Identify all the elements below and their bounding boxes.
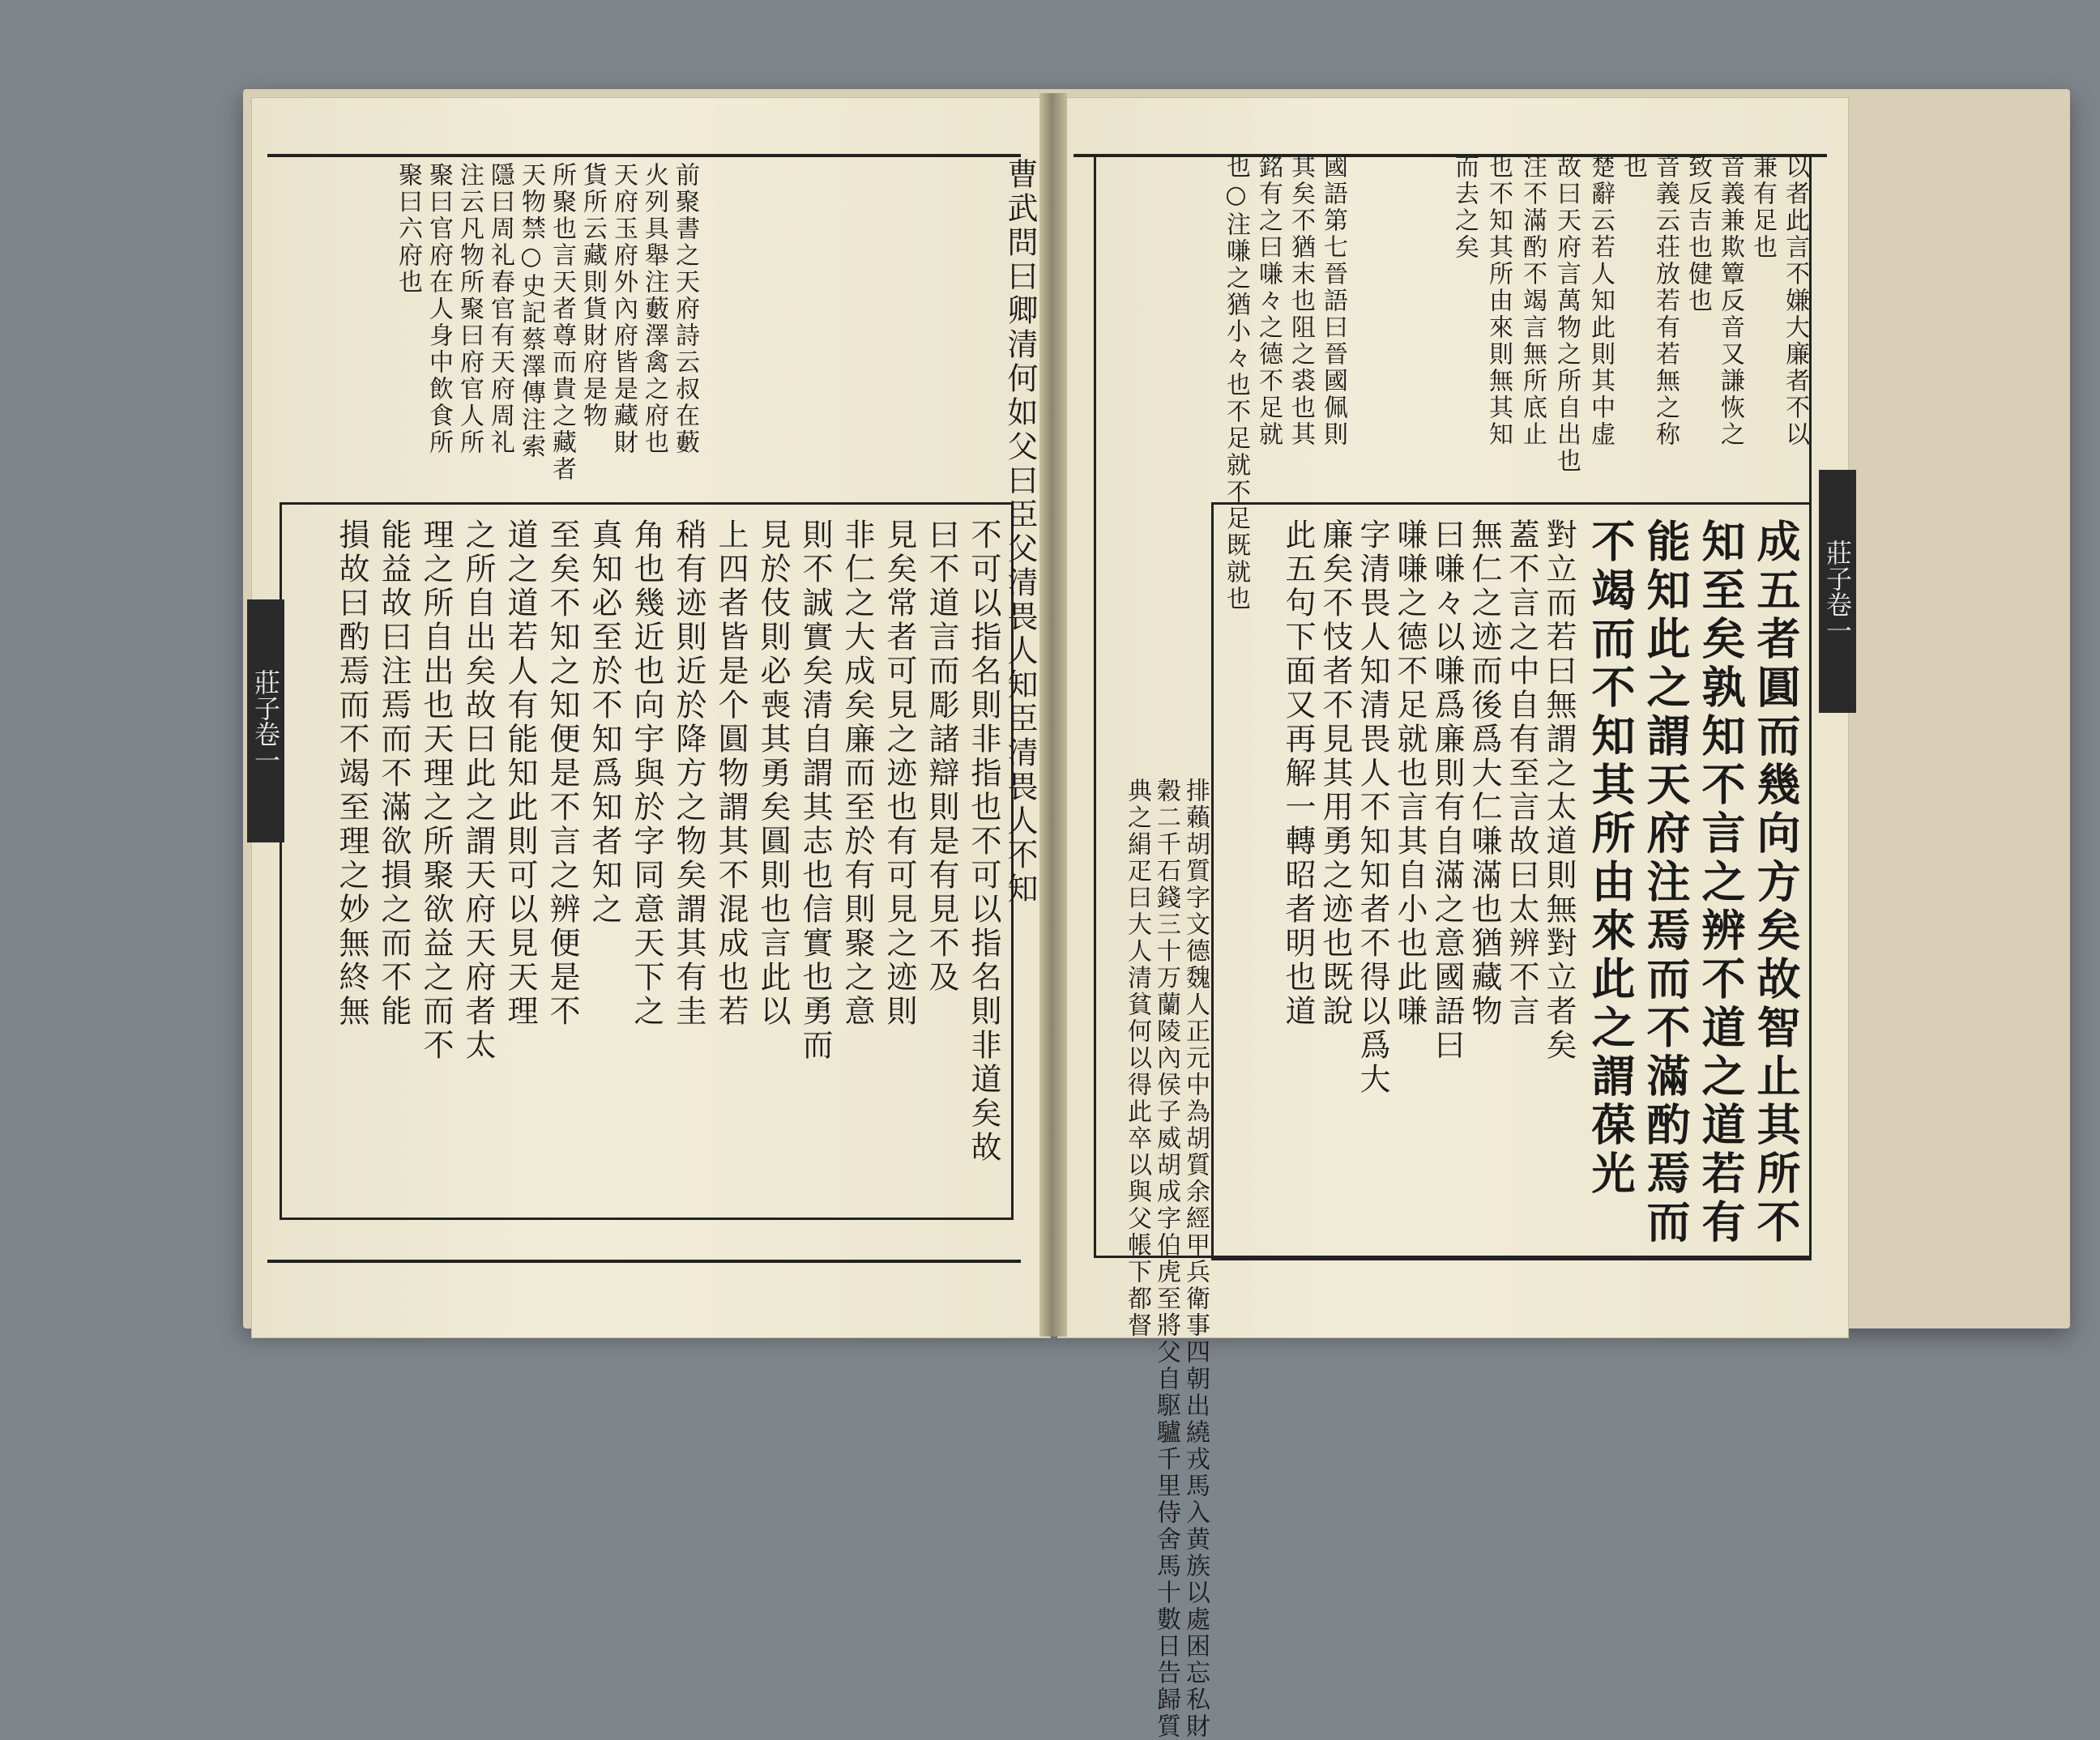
main-text-column: 知至矣孰知不言之辨不道之道若有 [1695,518,1747,1247]
note-column: 也不知其所由來則無其知 [1484,154,1513,448]
note-column: 也○注嗛之猶小々也不足就不足既就也 [1222,154,1250,612]
commentary-column: 蓋不言之中自有至言故曰太辨不言 [1504,518,1539,1029]
note-column: 聚曰官府在人身中飲食所 [425,162,453,456]
book-gutter [1039,93,1067,1337]
main-text-column: 非仁之大成矣廉而至於有則聚之意 [839,518,875,1029]
main-text-column: 則不誠實矣清自謂其志也信實也勇而 [797,518,833,1063]
commentary-column: 嗛嗛之德不足就也言其自小也此嗛 [1392,518,1428,1029]
main-text-column: 上四者皆是个圓物謂其不混成也若 [713,518,749,1029]
main-text-column: 至矣不知之知便是不言之辨便是不 [544,518,580,1029]
note-column: 隱曰周礼春官有天府周礼 [486,162,514,456]
note-column: 而去之矣 [1450,154,1479,261]
main-text-column: 真知必至於不知爲知者知之 [587,518,622,927]
main-text-column: 之所自出矣故曰此之謂天府天府者太 [460,518,496,1063]
main-text-column: 稍有迹則近於降方之物矣謂其有圭 [671,518,706,1029]
note-column: 注不滿酌不竭言無所底止 [1518,154,1547,448]
left-edge-tab: 莊子卷一 [247,599,284,842]
main-text-column: 不可以指名則非指也不可以指名則非道矣故 [966,518,1001,1165]
main-text-column: 道之道若人有能知此則可以見天理 [502,518,538,1029]
note-column: 火列具舉注藪澤禽之府也 [640,162,668,456]
note-column: 銘有之曰嗛々之德不足就 [1254,154,1283,448]
main-text-column: 見矣常者可見之迹也有可見之迹則 [881,518,917,1029]
commentary-column: 廉矣不忮者不見其用勇之迹也既說 [1317,518,1353,1029]
header-note-column: 致反吉也健也 [1684,154,1712,314]
header-note-column: 音義云荘放若有若無之称 [1651,154,1680,448]
left-top-rule [267,154,1021,157]
note-column: 其矣不猶末也阻之裘也其 [1287,154,1315,448]
note-column: 注云凡物所聚曰府官人所 [455,162,484,456]
commentary-column: 無仁之迹而後爲大仁嗛滿也猶藏物 [1466,518,1502,1029]
top-text-column: 曹武問曰卿清何如父曰臣父清畏人知臣清畏人不知 [1002,158,1038,906]
commentary-column: 曰嗛々以嗛爲廉則有自滿之意國語曰 [1429,518,1465,1063]
note-column: 排藾胡質字文德魏人正元中為胡質余經甲兵衛事四朝出繞戎馬入黄族以處困忘私財 [1181,778,1210,1740]
note-column: 天物禁○史記蔡澤傳注索 [517,162,545,460]
main-text-column: 曰不道言而彫諸辯則是有見不及 [924,518,959,995]
note-column: 聚曰六府也 [394,162,422,296]
commentary-column: 對立而若曰無謂之太道則無對立者矣 [1541,518,1577,1063]
left-bottom-rule [267,1260,1021,1263]
note-column: 天府玉府外內府皆是藏財 [609,162,638,456]
note-column: 貨所云藏則貨財府是物 [578,162,607,429]
header-note-column: 也 [1619,154,1647,181]
note-column: 故曰天府言萬物之所自出也 [1552,154,1581,475]
commentary-column: 字清畏人知清畏人不知知者不得以爲大 [1355,518,1390,1097]
note-column: 典之絹疋曰大人清貧何以得此卒以與父帳下都督 [1123,778,1151,1339]
header-note-column: 兼有足也 [1748,154,1777,261]
note-column: 前聚書之天府詩云叔在藪 [671,162,699,456]
main-text-column: 不竭而不知其所由來此之謂葆光 [1585,518,1637,1199]
note-column: 穀二千石錢三十万蘭陵內侯子威胡成字伯虎至將父自駆驢千里侍舍馬十數日告歸質 [1152,778,1180,1740]
header-note-column: 音義兼欺簟反音又謙恢之 [1716,154,1744,448]
header-note-column: 以者此言不嫌大廉者不以 [1781,154,1809,448]
note-column: 所聚也言天者尊而貴之藏者 [548,162,576,483]
main-text-column: 見於伎則必喪其勇矣圓則也言此以 [755,518,791,1029]
main-text-column: 理之所自出也天理之所聚欲益之而不 [418,518,454,1063]
main-text-column: 角也幾近也向宇與於字同意天下之 [629,518,664,1029]
note-column: 楚辭云若人知此則其中虚 [1586,154,1615,448]
right-edge-tab: 莊子卷一 [1819,470,1856,713]
main-text-column: 能益故曰注焉而不滿欲損之而不能 [376,518,412,1029]
main-text-column: 成五者圓而幾向方矣故智止其所不 [1750,518,1802,1247]
main-text-column: 能知此之謂天府注焉而不滿酌焉而 [1640,518,1692,1247]
note-column: 國語第七晉語曰晉國佩則 [1319,154,1347,448]
commentary-column: 此五句下面又再解一轉昭者明也道 [1280,518,1316,1029]
main-text-column: 損故曰酌焉而不竭至理之妙無終無 [334,518,369,1029]
